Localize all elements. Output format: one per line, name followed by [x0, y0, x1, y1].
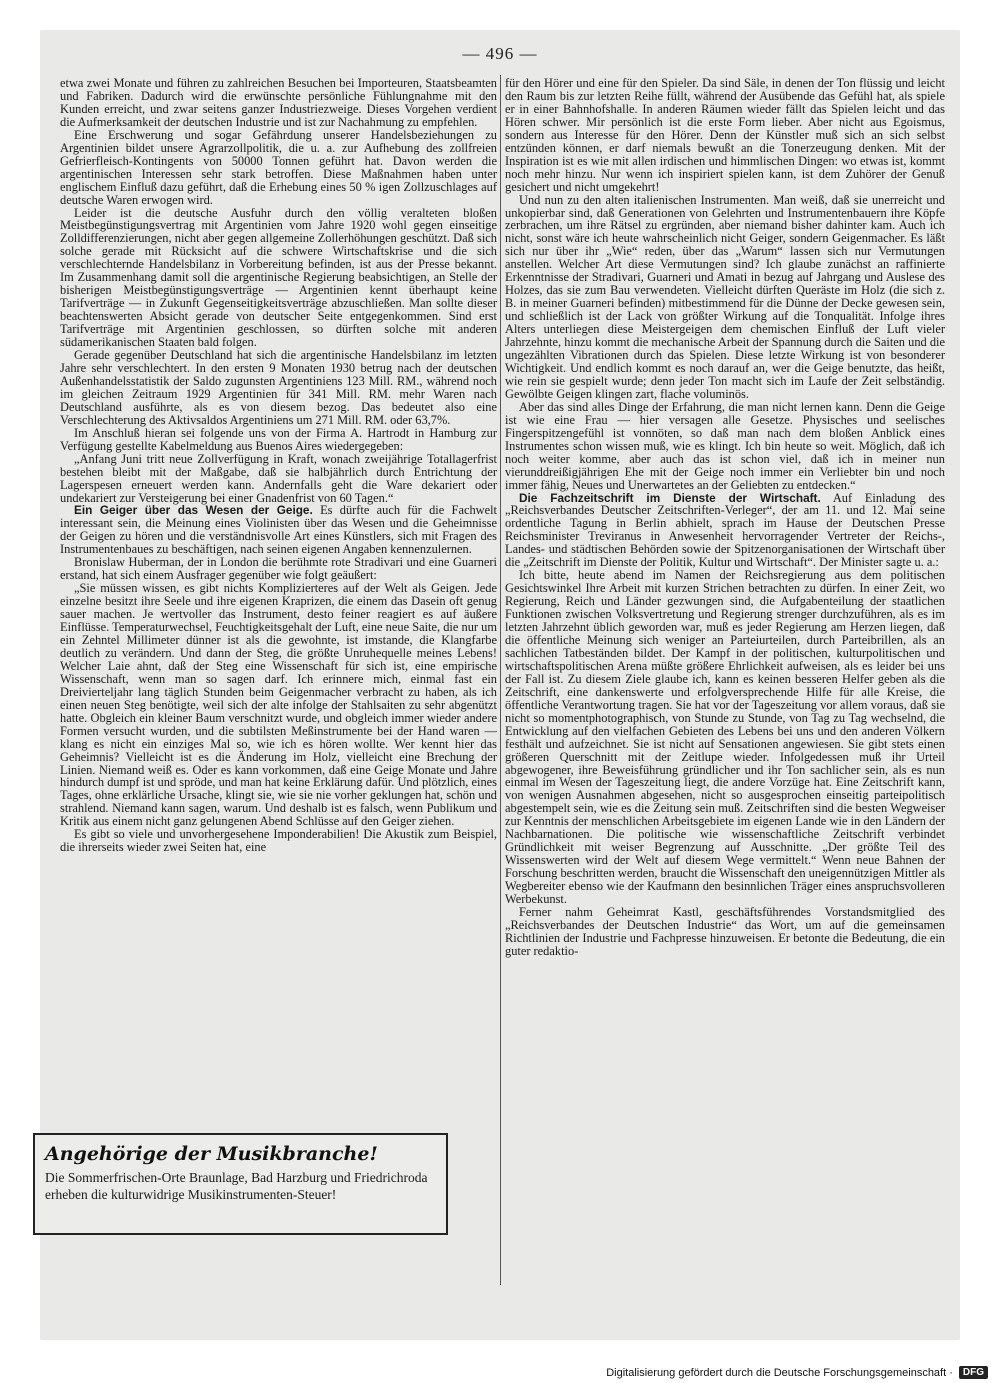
paragraph: [505, 77, 945, 194]
paragraph: [505, 569, 945, 906]
paragraph-text: etwa zwei Monate und führen zu zahlreichen Besuchen bei Importeuren, Staatsbeamten und Fabriken. Dadurch wird die erwünschte persönliche Fühlungnahme mit den Kunden erreicht, und zwar seitens ganzer Industriezweige. Dieses Vorgehen verdient die Aufmerksamkeit der deutschen Industrie und ist zur Nachahmung zu empfehlen.: [60, 76, 497, 129]
paragraph: [505, 492, 945, 570]
right-column: [505, 77, 945, 958]
paragraph: [60, 207, 497, 349]
paragraph-text: Gerade gegenüber Deutschland hat sich die argentinische Handelsbilanz im letzten Jahre sehr verschlechtert. In den ersten 9 Monaten 1930 betrug nach der deutschen Außenhandelsstatistik der Saldo zugunsten Argentiniens 123 Mill. RM., während noch im gleichen Zeitraum 1929 Argentinien für 341 Mill. RM. mehr Waren nach Deutschland ausführte, als es von diesem bezog. Das bedeutet also eine Verschlechterung des Aktivsaldos Argentiniens um 271 Mill. RM. oder 63,7%.: [60, 348, 497, 427]
paragraph: [60, 828, 497, 854]
paragraph: [60, 77, 497, 129]
paragraph-text: Es gibt so viele und unvorhergesehene Imponderabilien! Die Akustik zum Beispiel, die ihrerseits wieder zwei Seiten hat, eine: [60, 827, 497, 855]
paragraph-text: Im Anschluß hieran sei folgende uns von der Firma A. Hartrodt in Hamburg zur Verfügung gestellte Kabelmeldung aus Buenos Aires wiedergegeben:: [60, 425, 497, 453]
scanned-page: [40, 30, 960, 1340]
paragraph-text: Es dürfte auch für die Fachwelt interessant sein, die Meinung eines Violinisten über das Wesen und die Geheimnisse der Geigen zu hören und die verständnisvolle Art eines Künstlers, sich mit Fragen des Instrumentenbaues zu beschäftigen, nach seinen eigenen Angaben kennenzulernen.: [60, 503, 497, 557]
paragraph-text: Leider ist die deutsche Ausfuhr durch den völlig veralteten bloßen Meistbegünstigungsvertrag mit Argentinien vom Jahre 1920 wohl gegen einseitige Zolldifferenzierungen, nicht aber gegen allgemeine Zollerhöhungen geschützt. Daß sich solche gerade mit Rücksicht auf die schwere Wirtschaftskrise und die sich verschlechternde Handelsbilanz in Vorbereitung befinden, ist aus der Presse bekannt. Im Zusammenhang damit soll die argentinische Regierung beabsichtigen, an Stelle der bisherigen Meistbegünstigungsverträge — Argentinien kennt überhaupt keine Tarifverträge — in Zukunft Gegenseitigkeitsverträge abzuschließen. Man sollte dieser beachtenswerten Absicht gerade von deutscher Seite entgegenkommen. Sind erst Tarifverträge mit Argentinien geschlossen, so dürften solche mit anderen südamerikanischen Staaten bald folgen.: [60, 205, 497, 350]
paragraph: [505, 194, 945, 401]
paragraph: [60, 349, 497, 427]
paragraph: [505, 401, 945, 492]
paragraph: [60, 129, 497, 207]
section-heading: Die Fachzeitschrift im Dienste der Wirtschaft.: [519, 490, 821, 505]
paragraph: [505, 906, 945, 958]
notice-box: [33, 1133, 448, 1235]
paragraph: [60, 582, 497, 828]
paragraph-text: Und nun zu den alten italienischen Instrumenten. Man weiß, daß sie unerreicht und unkopierbar sind, daß Generationen von Gelehrten und Instrumentenbauern ihre Köpfe zerbrachen, um ihre Rätsel zu ergründen, aber niemand bisher dahinter kam. Auch ich nicht, sonst wäre ich heute wahrscheinlich nicht Geiger, sondern Geigenmacher. Es läßt sich nur über ihr „Wie“ reden, über das „Warum“ lassen sich nur Vermutungen anstellen. Welcher Art diese Vermutungen sind? Ich glaube zunächst an raffinierte Erkenntnisse der Stradivari, Guarneri und Amati in bezug auf Jahrgang und Auslese des Holzes, das sie zum Bau verwendeten. Vielleicht dürften Queräste im Holz (die sich z. B. in meiner Guarneri befinden) mitbestimmend für die Dünne der Decke gewesen sein, und schließlich ist der Lack von größter Wirkung auf die Tonqualität. Infolge ihres Alters unterliegen diese Meistergeigen dem chemischen Einfluß der Luft vieler Jahrzehnte, hinzu kommt die mechanische Arbeit der Spannung durch die Saiten und die ungezählten Vibrationen durch das Spielen. Diese letzte Wirkung ist von besonderer Wichtigkeit. Und endlich kommt es noch darauf an, wer die Geige benutzte, das heißt, wie rein sie gespielt wurde; denn jeder Ton macht sich im Laufe der Zeit selbständig. Gewölbte Geigen klingen zart, flache voluminös.: [505, 192, 945, 401]
paragraph-text: Eine Erschwerung und sogar Gefährdung unserer Handelsbeziehungen zu Argentinien bildet unsere Agrarzollpolitik, die u. a. zur Aufhebung des zollfreien Gefrierfleisch-Kontingents von 50000 Tonnen geführt hat. Davon werden die argentinischen Interessen sehr stark betroffen. Diese Maßnahmen haben unter englischem Einfluß dazu geführt, daß die Erhebung eines 50 % igen Zollzuschlages auf deutsche Waren erwogen wird.: [60, 127, 497, 207]
paragraph-text: für den Hörer und eine für den Spieler. Da sind Säle, in denen der Ton flüssig und leicht den Raum bis zur letzten Reihe füllt, während der Ausübende das Gefühl hat, als spiele er in einer Bahnhofshalle. In anderen Räumen wieder fällt das Spielen leicht und das Hören schwer. Mir persönlich ist die erste Form lieber. Aber nicht aus Egoismus, sondern aus Interesse für den Hörer. Denn der Künstler muß sich an sich selbst entzünden können, er darf niemals bewußt an die Tonerzeugung denken. Mit der Inspiration ist es wie mit allen irdischen und himmlischen Dingen: wo etwas ist, kommt noch mehr hinzu. Nur wenn ich inspiriert spielen kann, ist dem Zuhörer der Genuß gesichert und nicht umgekehrt!: [505, 76, 945, 194]
notice-body: Die Sommerfrischen-Orte Braunlage, Bad Harzburg und Friedrichroda erheben die kulturwidrige Musikinstrumenten-Steuer!: [45, 1170, 428, 1202]
paragraph: [60, 453, 497, 505]
paragraph: [60, 556, 497, 582]
paragraph-text: Aber das sind alles Dinge der Erfahrung, die man nicht lernen kann. Denn die Geige ist wie eine Frau — hier versagen alle Gesetze. Physisches und seelisches Fingerspitzengefühl ist vonnöten, so daß man nach dem bloßen Anblick eines Instrumentes schon wissen muß, wie es klingt. Ich bin heute so weit. Möglich, daß ich noch weiter komme, aber auch das ist schon viel, daß ich in meiner nun vierunddreißigjährigen Ehe mit der Geige noch immer ein Verliebter bin und noch immer fähig, Neues und Unerwartetes an der Geliebten zu entdecken.“: [505, 399, 945, 492]
paragraph: [60, 427, 497, 453]
section-heading: Ein Geiger über das Wesen der Geige.: [74, 503, 313, 518]
paragraph-text: Bronislaw Huberman, der in London die berühmte rote Stradivari und eine Guarneri erstand, hat sich einem Ausfrager gegenüber wie folgt geäußert:: [60, 555, 497, 583]
notice-title: Angehörige der Musikbranche!: [45, 1143, 378, 1165]
footer-text: Digitalisierung gefördert durch die Deutsche Forschungsgemeinschaft ·: [606, 1366, 953, 1379]
paragraph-text: Ferner nahm Geheimrat Kastl, geschäftsführendes Vorstandsmitglied des „Reichsverbandes der Deutschen Industrie“ das Wort, um auf die gemeinsamen Richtlinien der Industrie und Fachpresse hinzuweisen. Er betonte die Bedeutung, die ein guter redaktio-: [505, 905, 945, 958]
paragraph-text: Ich bitte, heute abend im Namen der Reichsregierung aus dem politischen Gesichtswinkel Ihre Arbeit mit kurzen Strichen betrachten zu dürfen. In einer Zeit, wo Regierung, Reich und Länder gezwungen sind, die Aufgabenteilung der staatlichen Funktionen zwischen Volksvertretung und Regierung strenger durchzuführen, als es im letzten Jahrzehnt üblich geworden war, muß es jeder Regierung am Herzen liegen, daß die öffentliche Meinung sich weniger an Parteiurteilen, durch Parteibrillen, als an sachlichen Tatbeständen bildet. Der Kampf in der politischen, kulturpolitischen und wirtschaftspolitischen Arena müßte größere Ehrlichkeit aufweisen, als es leider bei uns der Fall ist. Zu diesem Ziele glaube ich, kann es keinen besseren Helfer geben als die Zeitschrift, eine dankenswerte und erfolgversprechende Hilfe für alle Kreise, die öffentliche Verantwortung tragen. Sie hat vor der Tageszeitung vor allem voraus, daß sie nicht so momentphotographisch, von Stunde zu Stunde, von Tag zu Tag wechselnd, die Entwicklung auf den vielfachen Gebieten des Lebens bei uns und den anderen Völkern festhält und aufzeichnet. Sie ist nicht auf Sensationen angewiesen. Sie gibt stets einen größeren Querschnitt mit der Zeitlupe wieder. Infolgedessen muß ihr Urteil abgewogener, ihre Beweisführung gründlicher und ihr Ton sachlicher sein, als es nun einmal im Wesen der Tageszeitung liegt, die andere Vorzüge hat. Eine Zeitschrift kann, von wenigen Ausnahmen abgesehen, nicht so ausgesprochen einseitig parteipolitisch abgestempelt sein, wie es die Zeitung sein muß. Zeitschriften sind die besten Wegweiser zur Kenntnis der menschlichen Arbeitsgebiete im eigenen Lande wie in den Ländern der Nachbarnationen. Die politische wie wissenschaftliche Zeitschrift verbindet Gründlichkeit mit weiser Begrenzung auf Ausschnitte. „Der größte Teil des Wissenswerten wird der Welt auf diesem Wege vermittelt.“ Wenn neue Bahnen der Forschung beschritten werden, braucht die Wissenschaft den uneigennützigen Mittler als Wegbereiter ebenso wie der Kaufmann den besinnlichen Träger eines anspruchsvolleren Werbekunst.: [505, 568, 945, 907]
paragraph-text: Auf Einladung des „Reichsverbandes Deutscher Zeitschriften-Verleger“, der am 11. und 12. Mai seine ordentliche Tagung in Berlin abhielt, sprach im Hause der Deutschen Presse Reichsminister Treviranus in Anwesenheit hervorragender Vertreter der Reichs-, Landes- und städtischen Behörden sowie der Spitzenorganisationen der Wirtschaft über die „Zeitschrift im Dienste der Politik, Kultur und Wirtschaft“. Der Minister sagte u. a.:: [505, 490, 945, 570]
paragraph-text: „Anfang Juni tritt neue Zollverfügung in Kraft, wonach zweijährige Totallagerfrist bestehen bleibt mit der Maßgabe, daß sie halbjährlich durch Entrichtung der Lagerspesen erneuert werden kann. Andernfalls geht die Ware dekariert oder undekariert zur Versteigerung bei einer Gnadenfrist von 60 Tagen.“: [60, 451, 497, 505]
page-number: — 496 —: [462, 44, 538, 63]
paragraph-text: „Sie müssen wissen, es gibt nichts Komplizierteres auf der Welt als Geigen. Jede einzelne besitzt ihre Seele und ihre eigenen Kraprizen, die einem das Dasein oft genug sauer machen. Je wertvoller das Instrument, desto feiner reagiert es auf äußere Einflüsse. Temperaturwechsel, Feuchtigkeitsgehalt der Luft, eine neue Saite, die nur um ein Zehntel Millimeter dünner ist als die gewohnte, ist imstande, die Klangfarbe deutlich zu verändern. Und dann der Steg, die größte Unruhequelle meines Lebens! Welcher Laie ahnt, daß der Steg eine Wissenschaft für sich ist, eine empirische Wissenschaft, wenn man so sagen darf. Ich erinnere mich, einmal fast ein Dreivierteljahr lang täglich Stunden beim Geigenmacher verbracht zu haben, als ich einen neuen Steg benötigte, weil sich der alte infolge der Stahlsaiten zu sehr abgenützt hatte. Obgleich ein kleiner Baum verschnitzt wurde, und obgleich immer wieder andere Formen versucht wurden, und die subtilsten Meßinstrumente bei der Hand waren — klang es nicht ein einziges Mal so, wie ich es hören wollte. Wer kennt hier das Geheimnis? Vielleicht ist es die Änderung im Holz, vielleicht eine Brechung der Linien. Niemand weiß es. Oder es kann vorkommen, daß eine Geige Monate und Jahre hindurch dumpf ist und spröde, und man hat keine Erklärung dafür. Und plötzlich, eines Tages, ohne erklärliche Ursache, klingt sie, wie sie nie vorher geklungen hat, schön und strahlend. Niemand kann sagen, warum. Und deshalb ist es falsch, wenn Publikum und Kritik aus einem nicht ganz gelungenen Abend Schlüsse auf den Geiger ziehen.: [60, 581, 497, 829]
dfg-logo: DFG: [959, 1366, 988, 1379]
left-column: [60, 77, 497, 854]
paragraph: [60, 504, 497, 556]
column-divider: [500, 75, 501, 1285]
footer-credit: [606, 1366, 988, 1379]
